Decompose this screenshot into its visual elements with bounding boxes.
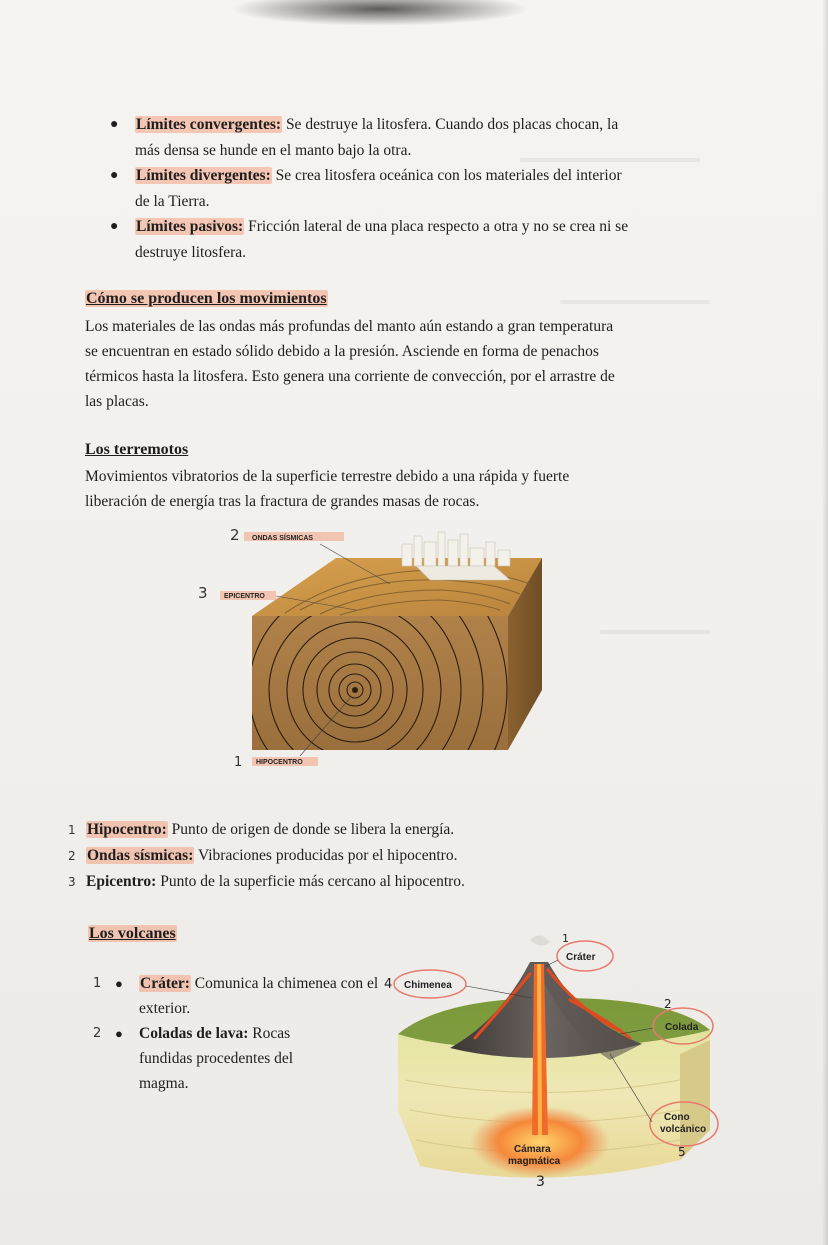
cone-label-2: volcánico xyxy=(660,1124,707,1135)
bullet: ● xyxy=(110,219,119,234)
paragraph xyxy=(85,464,715,514)
waves-label: ONDAS SÍSMICAS xyxy=(252,535,314,542)
earthquake-diagram xyxy=(190,520,560,780)
waves-number: 2 xyxy=(230,526,240,544)
chamber-number: 3 xyxy=(536,1174,545,1190)
cone-label-1: Cono xyxy=(664,1112,690,1123)
crater-label: Cráter xyxy=(566,952,596,963)
list-item: 3 Epicentro: Punto de la superficie más cercano al hipocentro. xyxy=(68,873,465,890)
bullet: ● xyxy=(110,117,119,132)
list-item: 2 ● Coladas de lava: Rocas fundidas procedentes del magma. xyxy=(93,1025,294,1092)
text: Fricción lateral de una placa respecto a otra y no se crea ni se xyxy=(248,218,629,235)
cut-face xyxy=(680,1040,710,1160)
text-line: se encuentran en estado sólido debido a la presión. Asciende en forma de penachos xyxy=(85,343,599,360)
hypocenter-label: HIPOCENTRO xyxy=(256,759,303,766)
chimney-number: 4 xyxy=(384,977,393,992)
text-line: liberación de energía tras la fractura de grandes masas de rocas. xyxy=(85,493,480,510)
chamber-label-2: magmática xyxy=(508,1156,561,1167)
list-item: 2 Ondas sísmicas: Vibraciones producidas por el hipocentro. xyxy=(68,847,458,864)
term: Límites pasivos: xyxy=(136,218,244,235)
list-item: 1 Hipocentro: Punto de origen de donde se libera la energía. xyxy=(68,821,455,838)
text: Se destruye la litosfera. Cuando dos placas chocan, la xyxy=(285,116,619,133)
section-heading: Los terremotos xyxy=(85,441,189,458)
hypocenter-dot xyxy=(352,687,358,693)
flow-label: Colada xyxy=(665,1022,699,1033)
flow-number: 2 xyxy=(664,997,672,1011)
list-item xyxy=(110,112,710,164)
page-edge xyxy=(822,0,828,1245)
chimney-label: Chimenea xyxy=(404,980,452,991)
epicenter-label: EPICENTRO xyxy=(224,593,265,600)
list-item: 1 ● Cráter: Comunica la chimenea con el exterior. xyxy=(93,975,379,1017)
text-line: las placas. xyxy=(85,393,149,410)
section-heading: Los volcanes xyxy=(89,925,176,942)
volcano-list xyxy=(93,971,385,1096)
bleed-through xyxy=(600,630,710,634)
text-line: Movimientos vibratorios de la superficie terrestre debido a una rápida y fuerte xyxy=(85,468,570,485)
crater-number: 1 xyxy=(562,932,569,945)
chamber-label-1: Cámara xyxy=(514,1144,551,1155)
text: de la Tierra. xyxy=(135,193,210,210)
paragraph xyxy=(85,314,715,414)
list-item xyxy=(110,163,710,215)
bullet: ● xyxy=(110,168,119,183)
text: Se crea litosfera oceánica con los materiales del interior xyxy=(275,167,622,184)
bleed-through xyxy=(560,300,710,304)
list-item xyxy=(110,214,710,266)
text-line: Los materiales de las ondas más profundas del manto aún estando a gran temperatura xyxy=(85,318,614,335)
text-line: térmicos hasta la litosfera. Esto genera una corriente de convección, por el arrastre de xyxy=(85,368,615,385)
epicenter-number: 3 xyxy=(198,584,208,602)
cone-number: 5 xyxy=(678,1145,686,1159)
term: Límites convergentes: xyxy=(136,116,282,133)
smoke xyxy=(530,935,550,945)
text: destruye litosfera. xyxy=(135,244,247,261)
text: más densa se hunde en el manto bajo la otra. xyxy=(135,142,412,159)
hypocenter-number: 1 xyxy=(234,755,243,770)
definition-list xyxy=(68,817,465,895)
section-heading: Cómo se producen los movimientos xyxy=(86,290,327,307)
volcano-diagram xyxy=(380,930,725,1192)
term: Límites divergentes: xyxy=(136,167,271,184)
